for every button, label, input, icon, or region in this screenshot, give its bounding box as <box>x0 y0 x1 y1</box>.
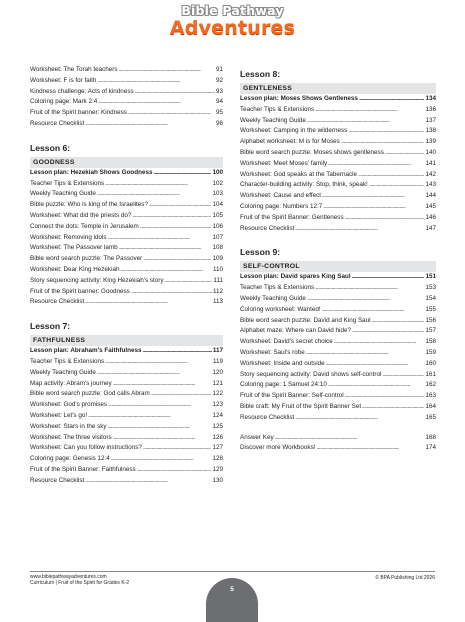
toc-entry-title: Lesson plan: Moses Shows Gentleness <box>240 95 358 102</box>
toc-entry-title: Worksheet: Camping in the wilderness <box>240 127 348 135</box>
toc-entry-title: Fruit of the Spirit Banner: Faithfulness <box>30 465 136 473</box>
toc-entry[interactable] <box>30 189 223 200</box>
section-bar: SELF-CONTROL <box>240 261 436 272</box>
toc-entry-page: 102 <box>212 179 223 187</box>
toc-entry-title: Worksheet: Meet Moses' family <box>240 159 328 167</box>
toc-entry-title: Worksheet: Removing idols <box>30 233 107 241</box>
toc-entry-title: Teacher Tips & Extensions <box>30 179 105 187</box>
toc-entry-page: 174 <box>425 444 436 452</box>
toc-entry[interactable] <box>240 413 436 424</box>
toc-entry[interactable] <box>240 116 436 127</box>
toc-entry-page: 158 <box>425 338 436 346</box>
footer-website[interactable]: www.biblepathwayadventures.com <box>30 574 107 580</box>
dot-leader <box>307 116 425 127</box>
dot-leader <box>113 379 212 390</box>
toc-entry[interactable] <box>240 191 436 202</box>
toc-entry[interactable] <box>30 389 223 400</box>
toc-entry-page: 130 <box>212 476 223 484</box>
toc-entry[interactable] <box>30 443 223 454</box>
toc-entry-page: 151 <box>425 273 436 281</box>
dot-leader <box>131 287 212 298</box>
toc-entry-title: Weekly Teaching Guide <box>30 368 96 376</box>
toc-entry[interactable] <box>240 94 436 105</box>
toc-entry-page: 162 <box>425 381 436 389</box>
spacer <box>30 308 223 317</box>
toc-entry-title: Fruit of the Spirit Banner: Gentleness <box>240 213 344 221</box>
toc-entry-page: 168 <box>425 433 436 441</box>
toc-entry[interactable] <box>240 316 436 327</box>
toc-entry-page: 165 <box>425 413 436 421</box>
toc-entry-page: 124 <box>212 411 223 419</box>
toc-entry-page: 163 <box>425 392 436 400</box>
spacer <box>30 130 223 139</box>
toc-entry-title: Fruit of the Spirit Banner: Self-control <box>240 392 344 400</box>
dot-leader <box>328 380 425 391</box>
toc-entry-title: Lesson plan: David spares King Saul <box>240 273 351 281</box>
toc-entry[interactable] <box>240 391 436 402</box>
toc-entry-page: 143 <box>425 181 436 189</box>
toc-entry-title: Bible word search puzzle: The Passover <box>30 255 143 263</box>
toc-entry-title: Coloring page: 1 Samuel 24:10 <box>240 381 327 389</box>
toc-entry-page: 141 <box>425 159 436 167</box>
toc-entry[interactable] <box>30 200 223 211</box>
toc-entry[interactable] <box>30 119 223 130</box>
dot-leader <box>352 326 425 337</box>
toc-entry-page: 120 <box>212 368 223 376</box>
toc-entry-page: 123 <box>212 401 223 409</box>
toc-entry-title: Lesson plan: Hezekiah Shows Goodness <box>30 168 153 176</box>
toc-entry-page: 164 <box>425 402 436 410</box>
toc-entry[interactable] <box>240 170 436 181</box>
toc-entry-title: Worksheet: Dear King Hezekiah <box>30 265 120 273</box>
toc-entry-page: 159 <box>425 348 436 356</box>
dot-leader <box>140 222 212 233</box>
spacer <box>240 424 436 433</box>
toc-entry-page: 139 <box>425 138 436 146</box>
toc-entry[interactable] <box>240 348 436 359</box>
logo-line-1: Bible Pathway <box>181 3 284 18</box>
toc-entry-page: 136 <box>425 105 436 113</box>
toc-entry-page: 125 <box>212 422 223 430</box>
toc-entry-title: Answer Key <box>240 433 274 441</box>
dot-leader <box>85 119 215 130</box>
toc-entry-title: Fruit of the Spirit banner: Goodness <box>30 287 130 295</box>
toc-entry-page: 144 <box>425 192 436 200</box>
toc-entry[interactable] <box>30 276 223 287</box>
dot-leader <box>143 443 212 454</box>
dot-leader <box>143 254 211 265</box>
dot-leader <box>345 391 425 402</box>
dot-leader <box>359 94 425 105</box>
toc-entry[interactable] <box>30 211 223 222</box>
dot-leader <box>316 443 424 454</box>
toc-entry[interactable] <box>30 76 223 87</box>
dot-leader <box>372 316 425 327</box>
toc-entry-page: 156 <box>425 316 436 324</box>
logo-line-2: Adventures <box>169 17 296 39</box>
toc-entry[interactable] <box>240 137 436 148</box>
toc-entry[interactable] <box>30 379 223 390</box>
toc-entry[interactable] <box>240 283 436 294</box>
lesson-heading: Lesson 6: <box>30 142 71 153</box>
toc-entry-title: Resource Checklist <box>30 119 85 127</box>
toc-entry[interactable] <box>30 368 223 379</box>
toc-entry-title: Weekly Teaching Guide <box>240 116 306 124</box>
dot-leader <box>334 337 425 348</box>
toc-entry-page: 121 <box>212 379 223 387</box>
lesson-heading: Lesson 8: <box>240 69 281 79</box>
toc-entry-page: 103 <box>212 190 223 198</box>
dot-leader <box>307 294 425 305</box>
dot-leader <box>165 276 213 287</box>
toc-entry-page: 96 <box>215 119 223 127</box>
toc-entry[interactable] <box>240 337 436 348</box>
toc-entry-page: 134 <box>425 95 436 102</box>
dot-leader <box>132 211 211 222</box>
toc-entry[interactable] <box>30 476 223 487</box>
dot-leader <box>323 202 424 213</box>
toc-entry-page: 161 <box>425 370 436 378</box>
toc-entry-title: Worksheet: The Torah teachers <box>30 66 118 73</box>
toc-entry-title: Bible word search puzzle: Moses shows gentleness <box>240 148 384 156</box>
toc-entry-title: Story sequencing activity: David shows self-control <box>240 370 382 378</box>
toc-entry-title: Resource Checklist <box>240 413 295 421</box>
footer-left <box>30 574 129 587</box>
toc-entry[interactable] <box>240 159 436 170</box>
toc-entry-page: 111 <box>213 276 223 284</box>
toc-entry-title: Weekly Teaching Guide <box>240 294 306 302</box>
toc-entry-title: Worksheet: God's promises <box>30 401 108 409</box>
toc-entry-title: Coloring page: Numbers 12:7 <box>240 202 323 210</box>
toc-entry-title: Teacher Tips & Extensions <box>240 105 315 113</box>
section-bar: GOODNESS <box>30 157 223 168</box>
toc-entry-page: 100 <box>212 168 223 176</box>
toc-entry-page: 129 <box>212 465 223 473</box>
dot-leader <box>137 465 212 476</box>
dot-leader <box>295 413 424 424</box>
toc-entry[interactable] <box>30 108 223 119</box>
toc-entry-page: 119 <box>212 357 223 365</box>
toc-entry-title: Worksheet: The three visitors <box>30 433 112 441</box>
dot-leader <box>105 179 211 190</box>
toc-entry-page: 155 <box>425 305 436 313</box>
footer-divider <box>30 571 435 572</box>
toc-entry[interactable] <box>30 179 223 190</box>
toc-entry[interactable] <box>240 370 436 381</box>
dot-leader <box>119 243 212 254</box>
section-bar: GENTLENESS <box>240 83 436 94</box>
toc-entry-page: 112 <box>212 287 223 295</box>
dot-leader <box>306 348 425 359</box>
toc-entry[interactable] <box>240 224 436 235</box>
dot-leader <box>358 170 424 181</box>
dot-leader <box>385 148 425 159</box>
toc-entry-title: Bible word search puzzle: David and King Saul <box>240 316 371 324</box>
dot-leader <box>128 108 215 119</box>
toc-entry-page: 137 <box>425 116 436 124</box>
dot-leader <box>369 180 425 191</box>
dot-leader <box>97 76 215 87</box>
toc-entry[interactable] <box>240 402 436 413</box>
lesson-heading: Lesson 9: <box>240 247 281 258</box>
toc-entry-title: Resource Checklist <box>30 298 85 306</box>
dot-leader <box>151 389 212 400</box>
dot-leader <box>352 272 425 283</box>
dot-leader <box>85 476 211 487</box>
logo <box>0 3 465 49</box>
toc-entry-page: 157 <box>425 327 436 335</box>
toc-entry-page: 128 <box>212 455 223 463</box>
dot-leader <box>108 400 211 411</box>
toc-entry-page: 108 <box>212 244 223 252</box>
dot-leader <box>113 433 212 444</box>
right-column <box>240 65 436 454</box>
dot-leader <box>142 346 211 357</box>
toc-entry-page: 106 <box>212 222 223 230</box>
toc-entry-title: Worksheet: What did the priests do? <box>30 211 132 219</box>
toc-entry-page: 94 <box>215 98 223 106</box>
toc-entry[interactable] <box>240 213 436 224</box>
toc-entry-title: Worksheet: Can you follow instructions? <box>30 444 142 452</box>
toc-entry-title: Discover more Workbooks! <box>240 444 316 452</box>
toc-entry[interactable] <box>30 411 223 422</box>
toc-entry[interactable] <box>30 465 223 476</box>
toc-entry-title: Worksheet: Let's go! <box>30 411 88 419</box>
toc-entry-title: Resource Checklist <box>240 224 295 232</box>
toc-entry[interactable] <box>240 105 436 116</box>
dot-leader <box>120 265 211 276</box>
toc-entry-page: 91 <box>215 66 223 73</box>
toc-entry-page: 109 <box>212 255 223 263</box>
toc-entry-page: 104 <box>212 201 223 209</box>
dot-leader <box>326 359 425 370</box>
toc-entry-title: Alphabet maze: Where can David hide? <box>240 327 351 335</box>
dot-leader <box>97 368 212 379</box>
dot-leader <box>98 97 215 108</box>
toc-entry-page: 145 <box>425 202 436 210</box>
toc-entry-page: 93 <box>215 87 223 95</box>
dot-leader <box>88 411 211 422</box>
toc-entry[interactable] <box>240 326 436 337</box>
toc-entry-page: 95 <box>215 109 223 117</box>
dot-leader <box>85 297 212 308</box>
dot-leader <box>295 224 424 235</box>
toc-entry-title: Worksheet: Saul's robe <box>240 348 305 356</box>
toc-entry-page: 138 <box>425 127 436 135</box>
toc-entry-title: Bible word search puzzle: God calls Abram <box>30 390 150 398</box>
toc-entry-page: 160 <box>425 359 436 367</box>
dot-leader <box>322 191 425 202</box>
toc-entry[interactable] <box>240 443 436 454</box>
toc-entry-title: Character-building activity: Stop, think, speak! <box>240 181 368 189</box>
toc-entry-title: Teacher Tips & Extensions <box>240 284 315 292</box>
dot-leader <box>108 233 212 244</box>
footer-copyright: © BPA Publishing Ltd 2026 <box>375 575 435 581</box>
toc-entry-title: Bible puzzle: Who is king of the Israelites? <box>30 201 148 209</box>
toc-entry-page: 153 <box>425 284 436 292</box>
toc-entry[interactable] <box>30 287 223 298</box>
toc-entry[interactable] <box>30 357 223 368</box>
toc-entry[interactable] <box>240 380 436 391</box>
toc-entry-page: 110 <box>212 265 223 273</box>
toc-entry[interactable] <box>240 272 436 283</box>
toc-entry-title: Bible craft: My Fruit of the Spirit Banner Set <box>240 402 362 410</box>
dot-leader <box>149 200 212 211</box>
toc-entry-title: Connect the dots: Temple in Jerusalem <box>30 222 139 230</box>
dot-leader <box>348 126 424 137</box>
toc-entry-page: 140 <box>425 148 436 156</box>
toc-entry-title: Coloring page: Mark 2:4 <box>30 98 98 106</box>
left-column <box>30 65 223 487</box>
toc-entry-title: Worksheet: F is for faith <box>30 76 97 84</box>
toc-entry[interactable] <box>30 297 223 308</box>
toc-entry[interactable] <box>30 222 223 233</box>
dot-leader <box>111 454 212 465</box>
toc-entry-page: 127 <box>212 444 223 452</box>
toc-entry-title: Kindness challenge: Acts of kindness <box>30 87 134 95</box>
toc-entry-page: 147 <box>425 224 436 232</box>
dot-leader <box>341 137 425 148</box>
toc-entry-page: 113 <box>212 298 223 306</box>
dot-leader <box>105 357 212 368</box>
dot-leader <box>345 213 425 224</box>
toc-entry[interactable] <box>240 359 436 370</box>
dot-leader <box>315 105 424 116</box>
toc-entry-page: 146 <box>425 213 436 221</box>
dot-leader <box>382 370 424 381</box>
dot-leader <box>275 433 425 444</box>
dot-leader <box>119 65 215 76</box>
dot-leader <box>328 159 424 170</box>
toc-entry-title: Alphabet worksheet: M is for Moses <box>240 138 340 146</box>
toc-entry[interactable] <box>30 254 223 265</box>
toc-entry[interactable] <box>30 243 223 254</box>
toc-entry-page: 154 <box>425 294 436 302</box>
toc-entry-page: 92 <box>215 76 223 84</box>
toc-entry[interactable] <box>240 126 436 137</box>
dot-leader <box>362 402 424 413</box>
toc-entry[interactable] <box>30 346 223 357</box>
toc-entry[interactable] <box>30 87 223 98</box>
dot-leader <box>315 283 424 294</box>
toc-entry[interactable] <box>240 305 436 316</box>
toc-entry-page: 117 <box>212 347 223 355</box>
toc-entry-title: Coloring page: Genesis 12:4 <box>30 455 110 463</box>
toc-entry[interactable] <box>240 294 436 305</box>
toc-entry-page: 122 <box>212 390 223 398</box>
toc-entry[interactable] <box>240 148 436 159</box>
dot-leader <box>97 189 212 200</box>
page-number: 5 <box>206 578 258 622</box>
toc-entry-page: 105 <box>212 211 223 219</box>
toc-entry-title: Map activity: Abram's journey <box>30 379 112 387</box>
toc-entry-page: 126 <box>212 433 223 441</box>
toc-entry[interactable] <box>30 65 223 76</box>
section-bar: FATHFULNESS <box>30 335 223 346</box>
toc-entry-title: Lesson plan: Abraham's Faithfulness <box>30 347 142 355</box>
dot-leader <box>322 305 425 316</box>
spacer <box>240 234 436 243</box>
toc-entry[interactable] <box>30 265 223 276</box>
toc-entry[interactable] <box>240 202 436 213</box>
toc-entry-title: Worksheet: The Passover lamb <box>30 244 118 252</box>
toc-entry-title: Fruit of the Spirit banner: Kindness <box>30 109 127 117</box>
toc-entry-page: 107 <box>212 233 223 241</box>
toc-entry-page: 142 <box>425 170 436 178</box>
dot-leader <box>135 87 215 98</box>
toc-entry[interactable] <box>30 168 223 179</box>
toc-entry-title: Resource Checklist <box>30 476 85 484</box>
toc-entry[interactable] <box>30 400 223 411</box>
dot-leader <box>153 168 211 179</box>
toc-entry-title: Worksheet: Inside and outside <box>240 359 325 367</box>
toc-entry-title: Worksheet: Cause and effect <box>240 192 321 200</box>
toc-entry-title: Worksheet: David's secret choice <box>240 338 333 346</box>
toc-entry[interactable] <box>30 97 223 108</box>
toc-entry[interactable] <box>30 454 223 465</box>
toc-entry-title: Worksheet: God speaks at the Tabernacle <box>240 170 358 178</box>
toc-entry-title: Weekly Teaching Guide <box>30 190 96 198</box>
toc-entry[interactable] <box>30 433 223 444</box>
footer-curriculum: Curriculum | Fruit of the Spirit for Grades K-2 <box>30 580 130 587</box>
toc-entry-title: Story sequencing activity: King Hezekiah's story <box>30 276 164 284</box>
toc-entry[interactable] <box>240 180 436 191</box>
toc-entry-title: Worksheet: Stars in the sky <box>30 422 107 430</box>
toc-entry[interactable] <box>30 422 223 433</box>
toc-entry-title: Teacher Tips & Extensions <box>30 357 105 365</box>
lesson-heading: Lesson 7: <box>30 321 71 332</box>
toc-entry[interactable] <box>30 233 223 244</box>
toc-entry[interactable] <box>240 433 436 444</box>
toc-entry-title: Coloring worksheet: Wanted! <box>240 305 321 313</box>
dot-leader <box>108 422 212 433</box>
